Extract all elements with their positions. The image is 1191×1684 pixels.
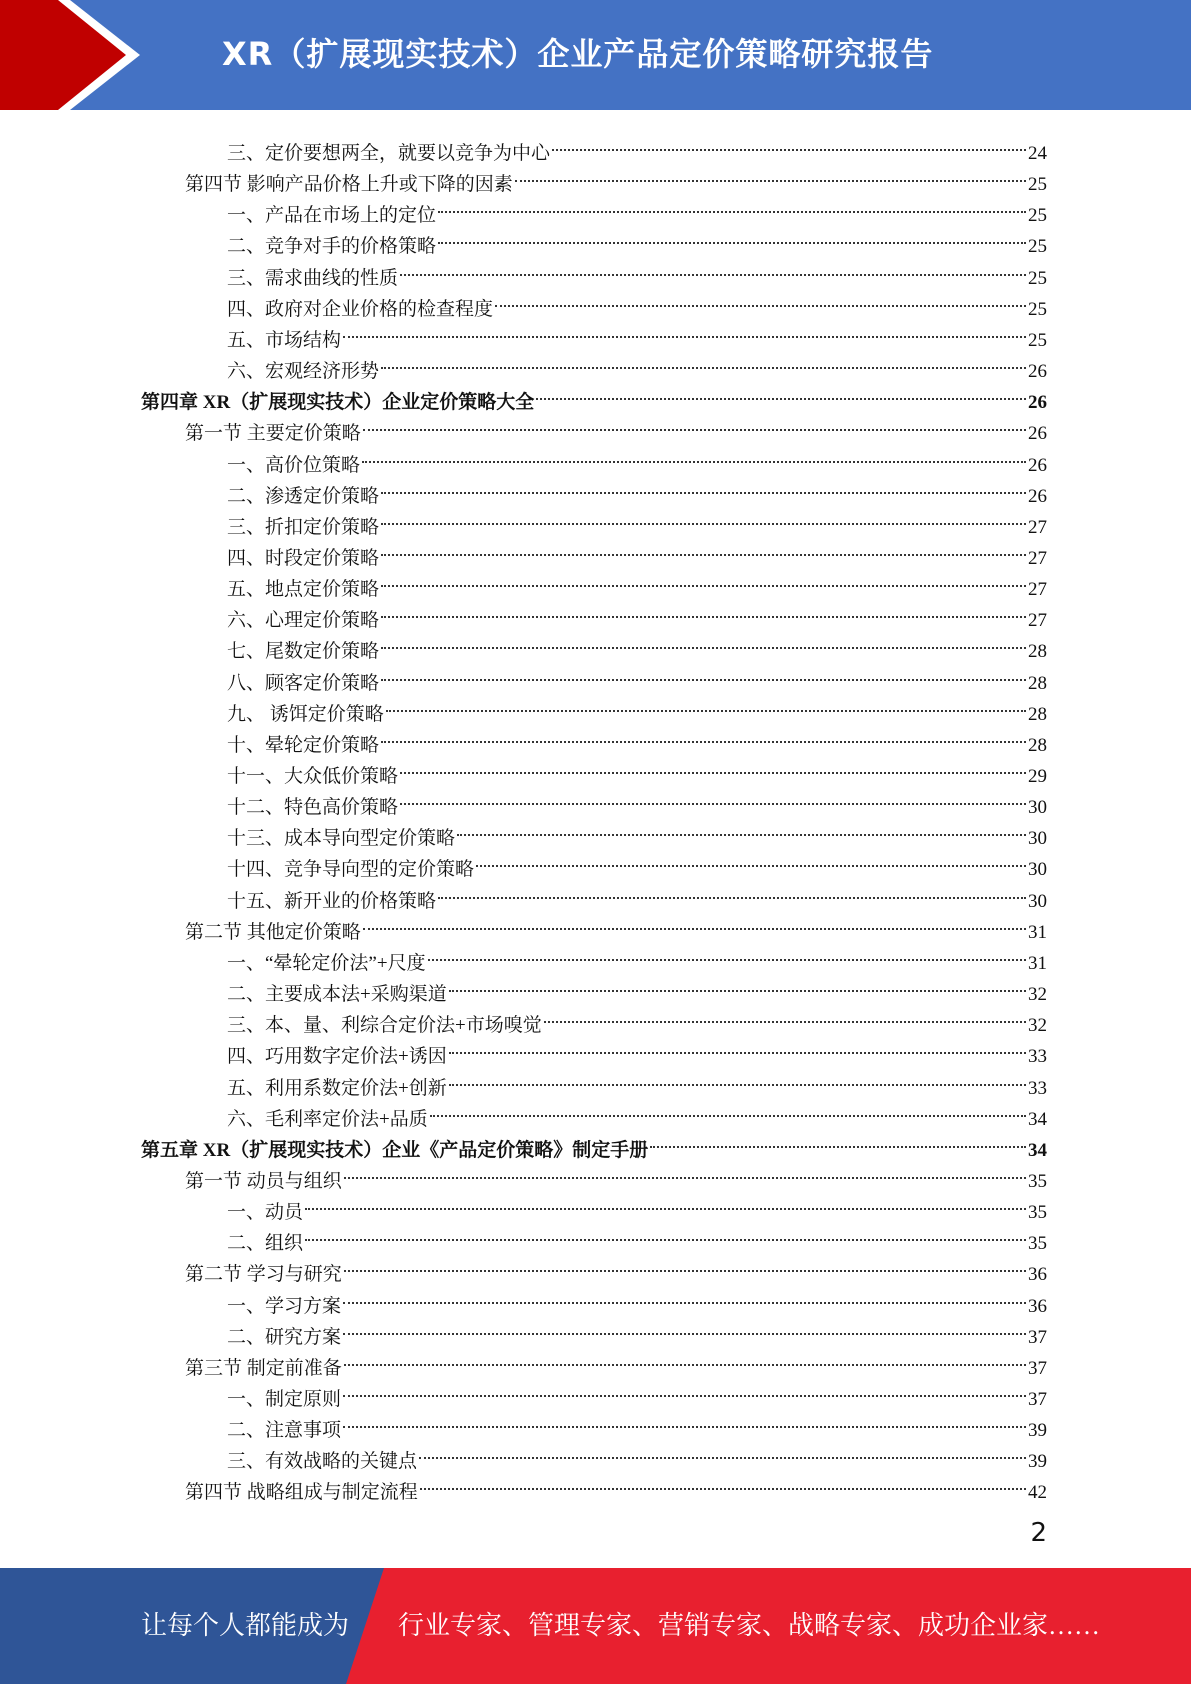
toc-dot-leader [438, 190, 1026, 221]
toc-dot-leader [476, 844, 1026, 875]
toc-entry-label: 七、尾数定价策略 [227, 641, 380, 663]
toc-dot-leader [305, 1187, 1026, 1218]
toc-subsection-entry[interactable] [227, 284, 1047, 320]
toc-subsection-entry[interactable] [227, 626, 1047, 663]
toc-section-entry[interactable] [185, 408, 1047, 445]
toc-entry-page: 27 [1028, 547, 1047, 569]
toc-entry-page: 25 [1028, 329, 1047, 351]
toc-subsection-entry[interactable] [227, 844, 1047, 881]
toc-entry-page: 37 [1028, 1326, 1047, 1348]
toc-entry-label: 一、产品在市场上的定位 [227, 205, 437, 227]
toc-dot-leader [449, 1063, 1026, 1094]
toc-dot-leader [381, 720, 1026, 751]
toc-dot-leader [344, 1343, 1026, 1374]
toc-entry-page: 25 [1028, 267, 1047, 289]
toc-entry-page: 30 [1028, 890, 1047, 912]
toc-entry-label: 二、研究方案 [227, 1326, 342, 1348]
toc-subsection-entry[interactable] [227, 782, 1047, 819]
toc-subsection-entry[interactable] [227, 1000, 1047, 1037]
toc-dot-leader [381, 346, 1026, 377]
report-title: XR（扩展现实技术）企业产品定价策略研究报告 [222, 35, 934, 73]
toc-dot-leader [438, 876, 1026, 907]
toc-entry-page: 26 [1028, 392, 1047, 414]
toc-entry-label: 三、本、量、利综合定价法+市场嗅觉 [227, 1015, 542, 1037]
toc-entry-label: 一、动员 [227, 1202, 304, 1224]
toc-entry-page: 34 [1028, 1108, 1047, 1130]
toc-subsection-entry[interactable] [227, 689, 1047, 725]
toc-entry-page: 34 [1028, 1139, 1047, 1161]
toc-subsection-entry[interactable] [227, 1281, 1047, 1317]
toc-entry-label: 二、竞争对手的价格策略 [227, 236, 437, 258]
toc-entry-label: 二、主要成本法+采购渠道 [227, 984, 447, 1006]
toc-subsection-entry[interactable] [227, 1031, 1047, 1068]
toc-entry-page: 28 [1028, 641, 1047, 663]
toc-entry-label: 十三、成本导向型定价策略 [227, 828, 456, 850]
toc-entry-page: 28 [1028, 703, 1047, 725]
toc-dot-leader [438, 221, 1026, 252]
toc-entry-label: 十二、特色高价策略 [227, 797, 399, 819]
toc-entry-label: 第四节 战略组成与制定流程 [185, 1482, 418, 1504]
toc-subsection-entry[interactable] [227, 1218, 1047, 1255]
toc-entry-label: 第四节 影响产品价格上升或下降的因素 [185, 174, 513, 196]
toc-entry-page: 37 [1028, 1357, 1047, 1379]
toc-dot-leader [381, 595, 1026, 626]
toc-entry-page: 25 [1028, 174, 1047, 196]
toc-entry-page: 33 [1028, 1046, 1047, 1068]
toc-dot-leader [495, 284, 1026, 315]
toc-entry-label: 第一节 动员与组织 [185, 1170, 342, 1192]
toc-entry-label: 五、地点定价策略 [227, 579, 380, 601]
toc-section-entry[interactable] [185, 1467, 1047, 1504]
toc-section-entry[interactable] [185, 907, 1047, 943]
toc-dot-leader [381, 471, 1026, 502]
toc-subsection-entry[interactable] [227, 813, 1047, 850]
toc-section-entry[interactable] [185, 1249, 1047, 1286]
toc-subsection-entry[interactable] [227, 533, 1047, 569]
toc-entry-page: 26 [1028, 361, 1047, 383]
toc-subsection-entry[interactable] [227, 969, 1047, 1006]
toc-entry-page: 42 [1028, 1482, 1047, 1504]
toc-dot-leader [381, 533, 1026, 564]
toc-entry-page: 37 [1028, 1389, 1047, 1410]
toc-entry-page: 30 [1028, 859, 1047, 881]
toc-chapter-entry[interactable] [141, 1125, 1047, 1161]
toc-entry-label: 二、注意事项 [227, 1420, 342, 1442]
toc-dot-leader [381, 658, 1026, 689]
toc-section-entry[interactable] [185, 1156, 1047, 1192]
toc-subsection-entry[interactable] [227, 440, 1047, 476]
toc-entry-label: 四、巧用数字定价法+诱因 [227, 1046, 447, 1068]
toc-entry-page: 30 [1028, 828, 1047, 850]
toc-dot-leader [449, 969, 1026, 1000]
toc-subsection-entry[interactable] [227, 564, 1047, 601]
toc-entry-page: 35 [1028, 1202, 1047, 1224]
toc-entry-page: 31 [1028, 921, 1047, 943]
toc-subsection-entry[interactable] [227, 1436, 1047, 1473]
toc-entry-label: 九、 诱饵定价策略 [227, 703, 384, 725]
toc-entry-page: 39 [1028, 1451, 1047, 1473]
toc-dot-leader [515, 159, 1026, 190]
toc-subsection-entry[interactable] [227, 190, 1047, 227]
toc-entry-page: 32 [1028, 984, 1047, 1006]
toc-dot-leader [381, 626, 1026, 657]
footer-slogan-right: 行业专家、管理专家、营销专家、战略专家、成功企业家…… [398, 1611, 1101, 1640]
toc-entry-page: 36 [1028, 1264, 1047, 1286]
toc-entry-page: 25 [1028, 236, 1047, 258]
toc-dot-leader [650, 1125, 1026, 1156]
toc-dot-leader [552, 128, 1026, 159]
toc-dot-leader [343, 1374, 1026, 1405]
page-footer [0, 1568, 1191, 1684]
toc-entry-page: 39 [1028, 1420, 1047, 1442]
toc-subsection-entry[interactable] [227, 346, 1047, 383]
toc-entry-label: 第五章 XR（扩展现实技术）企业《产品定价策略》制定手册 [141, 1139, 649, 1161]
toc-dot-leader [381, 502, 1026, 533]
toc-subsection-entry[interactable] [227, 595, 1047, 632]
toc-entry-page: 31 [1028, 952, 1047, 974]
toc-dot-leader [400, 782, 1026, 813]
toc-subsection-entry[interactable] [227, 658, 1047, 694]
toc-dot-leader [419, 1436, 1026, 1467]
toc-entry-page: 28 [1028, 734, 1047, 756]
toc-entry-page: 29 [1028, 766, 1047, 787]
toc-subsection-entry[interactable] [227, 1312, 1047, 1348]
toc-dot-leader [428, 938, 1026, 969]
toc-entry-label: 三、需求曲线的性质 [227, 267, 399, 289]
toc-subsection-entry[interactable] [227, 1063, 1047, 1099]
toc-entry-label: 八、顾客定价策略 [227, 672, 380, 694]
toc-entry-page: 26 [1028, 454, 1047, 476]
toc-entry-label: 六、宏观经济形势 [227, 361, 380, 383]
toc-subsection-entry[interactable] [227, 221, 1047, 258]
toc-dot-leader [400, 253, 1026, 284]
toc-entry-page: 30 [1028, 797, 1047, 819]
toc-entry-label: 第四章 XR（扩展现实技术）企业定价策略大全 [141, 392, 535, 414]
toc-dot-leader [343, 1281, 1026, 1312]
toc-subsection-entry[interactable] [227, 876, 1047, 912]
toc-subsection-entry[interactable] [227, 128, 1047, 164]
toc-subsection-entry[interactable] [227, 751, 1047, 787]
toc-entry-label: 一、“晕轮定价法”+尺度 [227, 952, 426, 974]
toc-entry-label: 一、制定原则 [227, 1389, 342, 1410]
toc-dot-leader [400, 751, 1026, 782]
toc-subsection-entry[interactable] [227, 1187, 1047, 1224]
toc-entry-page: 26 [1028, 423, 1047, 445]
toc-dot-leader [343, 315, 1026, 346]
toc-entry-label: 三、定价要想两全，就要以竞争为中心 [227, 143, 551, 164]
toc-entry-page: 24 [1028, 143, 1047, 164]
toc-subsection-entry[interactable] [227, 315, 1047, 351]
toc-dot-leader [344, 1156, 1026, 1187]
toc-chapter-entry[interactable] [141, 377, 1047, 414]
toc-dot-leader [449, 1031, 1026, 1062]
toc-entry-page: 26 [1028, 485, 1047, 507]
toc-entry-label: 第二节 其他定价策略 [185, 921, 361, 943]
toc-dot-leader [386, 689, 1026, 720]
toc-entry-label: 二、组织 [227, 1233, 304, 1255]
toc-entry-page: 27 [1028, 579, 1047, 601]
toc-dot-leader [305, 1218, 1026, 1249]
toc-section-entry[interactable] [185, 1343, 1047, 1379]
toc-entry-label: 四、政府对企业价格的检查程度 [227, 298, 494, 320]
toc-dot-leader [536, 377, 1026, 408]
toc-dot-leader [430, 1094, 1026, 1125]
toc-dot-leader [544, 1000, 1026, 1031]
toc-entry-page: 32 [1028, 1015, 1047, 1037]
toc-entry-label: 十一、大众低价策略 [227, 766, 399, 787]
toc-entry-label: 十四、竞争导向型的定价策略 [227, 859, 475, 881]
toc-entry-label: 一、学习方案 [227, 1295, 342, 1317]
toc-dot-leader [363, 907, 1026, 938]
toc-entry-label: 第一节 主要定价策略 [185, 423, 361, 445]
toc-entry-label: 五、利用系数定价法+创新 [227, 1077, 447, 1099]
toc-subsection-entry[interactable] [227, 1374, 1047, 1410]
toc-subsection-entry[interactable] [227, 720, 1047, 756]
toc-subsection-entry[interactable] [227, 502, 1047, 538]
toc-entry-page: 27 [1028, 516, 1047, 538]
toc-dot-leader [363, 408, 1026, 439]
toc-entry-label: 二、渗透定价策略 [227, 485, 380, 507]
footer-slogan-left: 让每个人都能成为 [141, 1611, 350, 1640]
toc-entry-label: 第三节 制定前准备 [185, 1357, 342, 1379]
toc-entry-page: 35 [1028, 1233, 1047, 1255]
toc-entry-label: 一、高价位策略 [227, 454, 361, 476]
toc-dot-leader [344, 1249, 1026, 1280]
toc-subsection-entry[interactable] [227, 938, 1047, 974]
toc-entry-label: 五、市场结构 [227, 329, 342, 351]
toc-subsection-entry[interactable] [227, 253, 1047, 289]
toc-dot-leader [381, 564, 1026, 595]
page-number: 2 [1030, 1518, 1047, 1548]
toc-dot-leader [343, 1312, 1026, 1343]
toc-dot-leader [457, 813, 1026, 844]
page-header [0, 0, 1191, 110]
toc-entry-page: 36 [1028, 1295, 1047, 1317]
toc-subsection-entry[interactable] [227, 1094, 1047, 1130]
toc-entry-label: 四、时段定价策略 [227, 547, 380, 569]
toc-entry-page: 33 [1028, 1077, 1047, 1099]
toc-entry-label: 十五、新开业的价格策略 [227, 890, 437, 912]
toc-subsection-entry[interactable] [227, 471, 1047, 507]
toc-entry-label: 第二节 学习与研究 [185, 1264, 342, 1286]
toc-section-entry[interactable] [185, 159, 1047, 196]
toc-entry-label: 三、有效战略的关键点 [227, 1451, 418, 1473]
toc-dot-leader [362, 440, 1026, 471]
toc-subsection-entry[interactable] [227, 1405, 1047, 1442]
toc-dot-leader [420, 1467, 1026, 1498]
toc-entry-label: 三、折扣定价策略 [227, 516, 380, 538]
toc-entry-label: 六、毛利率定价法+品质 [227, 1108, 428, 1130]
toc-entry-page: 35 [1028, 1170, 1047, 1192]
toc-entry-page: 28 [1028, 672, 1047, 694]
toc-entry-page: 25 [1028, 205, 1047, 227]
toc-entry-page: 25 [1028, 298, 1047, 320]
toc-entry-label: 六、心理定价策略 [227, 610, 380, 632]
toc-entry-label: 十、晕轮定价策略 [227, 734, 380, 756]
toc-entry-page: 27 [1028, 610, 1047, 632]
toc-dot-leader [343, 1405, 1026, 1436]
